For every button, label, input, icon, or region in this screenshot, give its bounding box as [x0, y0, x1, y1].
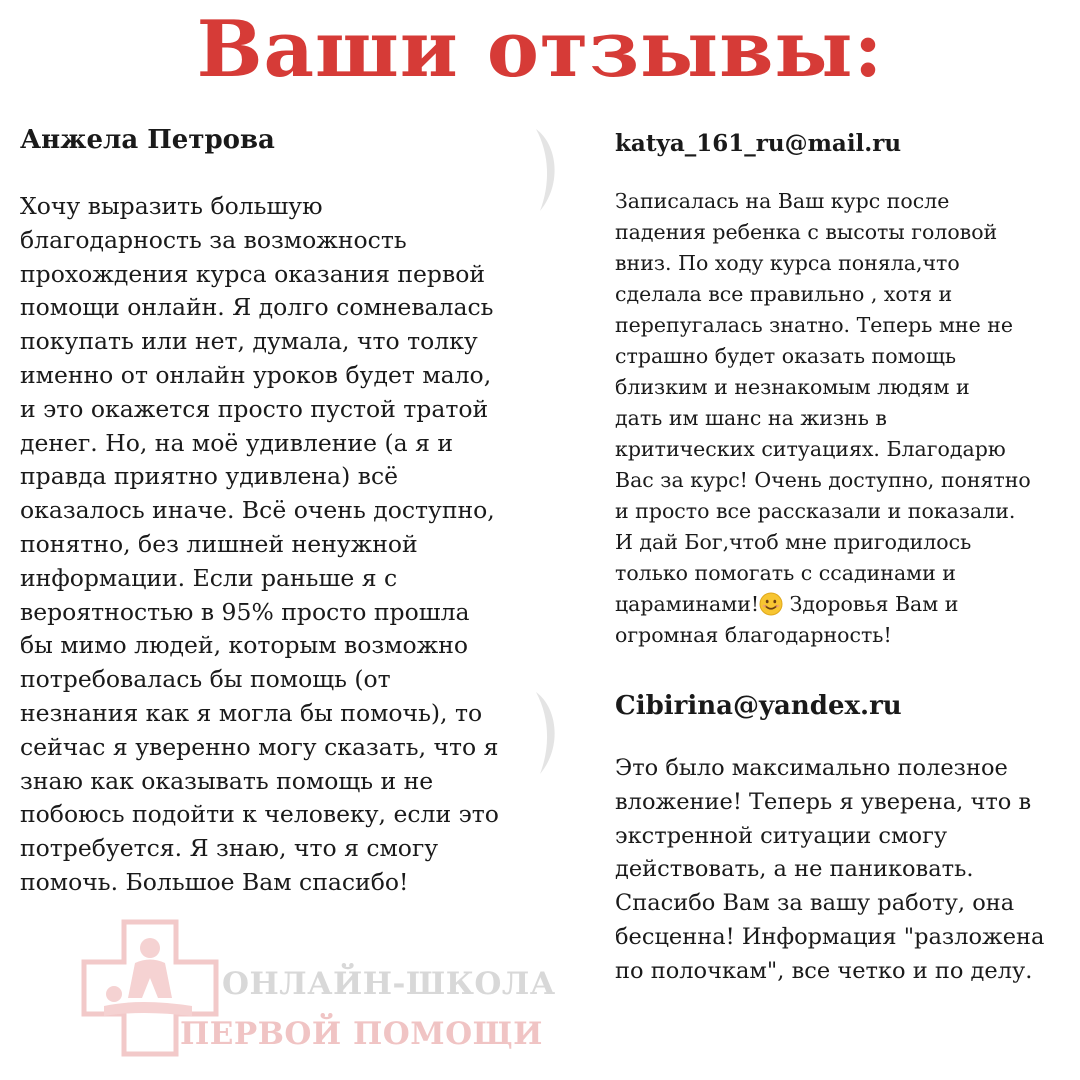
- review-card-3: [615, 686, 1070, 989]
- review-text: Хочу выразить большую благодарность за возможность прохождения курса оказания первой помощи онлайн. Я долго сомневалась покупать или нет, думала, что толку именно от онлайн уроков будет мало, и это окажется просто пустой тратой денег. Но, на моё удивление (а я и правда приятно удивлена) всё оказалось иначе. Всё очень доступно, понятно, без лишней ненужной информации. Если раньше я с вероятностью в 95% просто прошла бы мимо людей, которым возможно потребовалась бы помощь (от незнания как я могла бы помочь), то сейчас я уверенно могу сказать, что я знаю как оказывать помощь и не побоюсь подойти к человеку, если это потребуется. Я знаю, что я смогу помочь. Большое Вам спасибо!: [20, 192, 499, 896]
- logo-text-line2: ПЕРВОЙ ПОМОЩИ: [180, 1016, 543, 1052]
- review-text: [615, 186, 1070, 651]
- review-text: Это было максимально полезное вложение! Теперь я уверена, что в экстренной ситуации смогу действовать, а не паниковать. Спасибо Вам за вашу работу, она бесценна! Информация "разложена по полочкам", все четко и по делу.: [615, 755, 1045, 984]
- review-author: katya_161_ru@mail.ru: [615, 130, 902, 157]
- quote-mark-icon: [528, 688, 568, 778]
- logo-text-line1: ОНЛАЙН-ШКОЛА: [222, 966, 556, 1002]
- review-author: Анжела Петрова: [20, 125, 275, 155]
- school-logo: [80, 918, 556, 1058]
- smiling-face-icon: [759, 592, 783, 616]
- page-title: Ваши отзывы:: [196, 4, 884, 95]
- review-text-part: Здоровья Вам и огромная благодарность!: [615, 592, 959, 647]
- review-text-part: Записалась на Ваш курс после падения ребенка с высоты головой вниз. По ходу курса поняла,что сделала все правильно , хотя и перепугалась знатно. Теперь мне не страшно будет оказать помощь близким и незнакомым людям и дать им шанс на жизнь в критических ситуациях. Благодарю Вас за курс! Очень доступно, понятно и просто все рассказали и показали. И дай Бог,чтоб мне пригодилось только помогать с ссадинами и цараминами!: [615, 189, 1031, 616]
- quote-mark-icon: [528, 125, 568, 215]
- review-card-1: [20, 120, 540, 900]
- review-author: Cibirina@yandex.ru: [615, 691, 902, 721]
- review-card-2: [615, 126, 1070, 651]
